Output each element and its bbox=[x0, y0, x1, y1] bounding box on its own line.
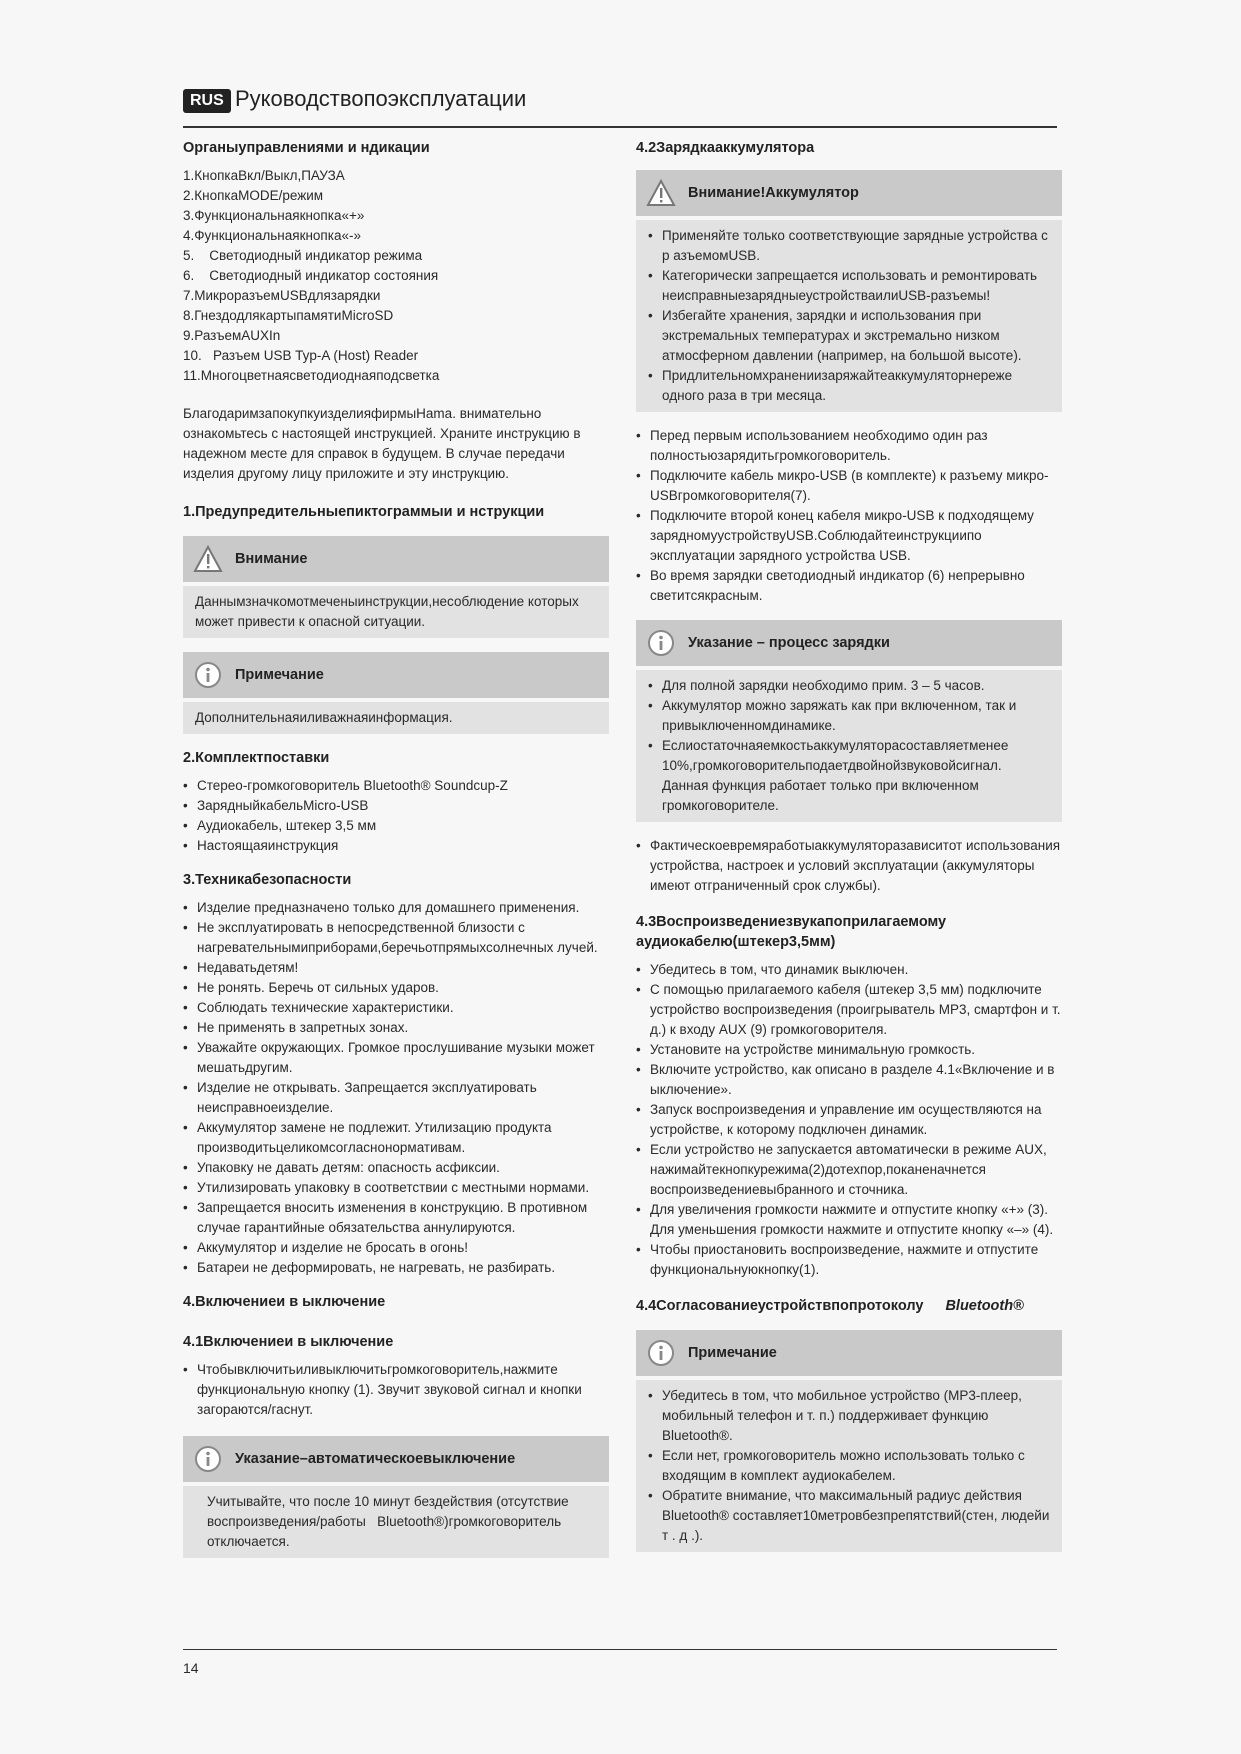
list-item: • Если устройство не запускается автоматически в режиме AUX, нажимайтекнопкурежима(2)дотехпор,поканеначнется воспроизведениевыбранного и сточника. bbox=[636, 1140, 1062, 1200]
intro-paragraph: БлагодаримзапокупкуизделияфирмыHama. внимательно ознакомьтесь с настоящей инструкцией. Храните инструкцию в надежном месте для справок в будущем. В случае передачи изделия другому лицу приложите и эту инструкцию. bbox=[183, 406, 581, 481]
power-list bbox=[183, 1360, 609, 1420]
warning-box-body bbox=[183, 586, 609, 638]
info-icon bbox=[193, 660, 223, 690]
list-item: • Во время зарядки светодиодный индикатор (6) непрерывно светитсякрасным. bbox=[636, 566, 1062, 606]
note-2-body bbox=[636, 1380, 1062, 1552]
battery-warning-body bbox=[636, 220, 1062, 412]
note-2-header bbox=[636, 1330, 1062, 1376]
list-item: 10. Разъем USB Typ-A (Host) Reader bbox=[183, 348, 419, 363]
auto-off-box-body bbox=[183, 1486, 609, 1558]
list-item: • Установите на устройстве минимальную громкость. bbox=[636, 1040, 1062, 1060]
list-item: • Аккумулятор можно заряжать как при включенном, так и привыключенномдинамике. bbox=[648, 696, 1050, 736]
list-item: • Придлительномхранениизаряжайтеаккумуляторнереже одного раза в три месяца. bbox=[648, 366, 1050, 406]
warning-triangle-icon bbox=[646, 178, 676, 208]
list-item: • Если нет, громкоговоритель можно использовать только с входящим в комплект аудиокабелем. bbox=[648, 1446, 1050, 1486]
list-item: • Аккумулятор и изделие не бросать в огонь! bbox=[183, 1238, 609, 1258]
section-4-4-heading bbox=[636, 1296, 1062, 1316]
list-item: • Изделие не открывать. Запрещается эксплуатировать неисправноеизделие. bbox=[183, 1078, 609, 1118]
list-item: 4.Функциональнаякнопка«-» bbox=[183, 228, 361, 243]
battery-warning-title: Внимание!Аккумулятор bbox=[688, 185, 859, 201]
safety-list bbox=[183, 898, 609, 1278]
list-item: • Включите устройство, как описано в разделе 4.1«Включение и в ыключение». bbox=[636, 1060, 1062, 1100]
footer-divider bbox=[183, 1649, 1057, 1650]
runtime-list bbox=[636, 836, 1062, 896]
warning-text: Даннымзначкомотмеченыинструкции,несоблюдение которых может привести к опасной ситуации. bbox=[195, 594, 579, 629]
list-item: • Стерео-громкоговоритель Bluetooth® Soundcup-Z bbox=[183, 776, 609, 796]
charging-process-title: Указание – процесс зарядки bbox=[688, 635, 890, 651]
list-item: • Категорически запрещается использовать и ремонтировать неисправныезарядныеустройстваилиUSB-разъемы! bbox=[648, 266, 1050, 306]
list-item: 6. Светодиодный индикатор состояния bbox=[183, 268, 439, 283]
section-4-heading: 4.Включениеи в ыключение bbox=[183, 1294, 386, 1310]
section-4-4-title: 4.4Согласованиеустройствпопротоколу bbox=[636, 1298, 924, 1314]
list-item: • Упаковку не давать детям: опасность асфиксии. bbox=[183, 1158, 609, 1178]
list-item: • Уважайте окружающих. Громкое прослушивание музыки может мешатьдругим. bbox=[183, 1038, 609, 1078]
left-column bbox=[183, 138, 609, 1558]
list-item: • С помощью прилагаемого кабеля (штекер 3,5 мм) подключите устройство воспроизведения (проигрыватель MP3, смартфон и т. д.) к входу AUX (9) громкоговорителя. bbox=[636, 980, 1062, 1040]
list-item: • ЗарядныйкабельMicro-USB bbox=[183, 796, 609, 816]
list-item: • Обратите внимание, что максимальный радиус действия Bluetooth® составляет10метровбезпрепятствий(стен, людейи т . д .). bbox=[648, 1486, 1050, 1546]
info-icon bbox=[646, 628, 676, 658]
section-2-heading: 2.Комплектпоставки bbox=[183, 750, 330, 766]
info-icon bbox=[193, 1444, 223, 1474]
charging-process-header bbox=[636, 620, 1062, 666]
list-item: • Перед первым использованием необходимо один раз полностьюзарядитьгромкоговоритель. bbox=[636, 426, 1062, 466]
list-item: 5. Светодиодный индикатор режима bbox=[183, 248, 423, 263]
section-1-heading: 1.Предупредительныепиктограммыи и нструкции bbox=[183, 504, 545, 520]
page-header bbox=[183, 86, 1057, 128]
controls-heading: Органыуправлениями и ндикации bbox=[183, 140, 430, 156]
list-item: 11.Многоцветнаясветодиоднаяподсветка bbox=[183, 368, 440, 383]
page-number: 14 bbox=[183, 1660, 199, 1676]
bluetooth-mark: Bluetooth® bbox=[945, 1298, 1024, 1314]
list-item: 8.ГнездодлякартыпамятиMicroSD bbox=[183, 308, 394, 323]
right-column bbox=[636, 138, 1062, 1552]
section-3-heading: 3.Техникабезопасности bbox=[183, 872, 352, 888]
controls-list bbox=[183, 166, 609, 386]
list-item: 3.Функциональнаякнопка«+» bbox=[183, 208, 365, 223]
list-item: • Для увеличения громкости нажмите и отпустите кнопку «+» (3). Для уменьшения громкости нажмите и отпустите кнопку «–» (4). bbox=[636, 1200, 1062, 1240]
section-4-2-heading: 4.2Зарядкааккумулятора bbox=[636, 140, 815, 156]
list-item: • Утилизировать упаковку в соответствии с местными нормами. bbox=[183, 1178, 609, 1198]
list-item: 9.РазъемAUXIn bbox=[183, 328, 281, 343]
list-item: • Еслиостаточнаяемкостьаккумуляторасоставляетменее 10%,громкоговорительподаетдвойнойзвуковойсигнал. Данная функция работает только при включенном громкоговорителе. bbox=[648, 736, 1050, 816]
note-box-body bbox=[183, 702, 609, 734]
list-item: 7.МикроразъемUSBдлязарядки bbox=[183, 288, 381, 303]
auto-off-title: Указание–автоматическоевыключение bbox=[235, 1451, 516, 1467]
package-list bbox=[183, 776, 609, 856]
list-item: • Применяйте только соответствующие зарядные устройства с р азъемомUSB. bbox=[648, 226, 1050, 266]
list-item: • Недаватьдетям! bbox=[183, 958, 609, 978]
list-item: 1.КнопкаВкл/Выкл,ПАУЗА bbox=[183, 168, 345, 183]
list-item: • Запуск воспроизведения и управление им осуществляются на устройстве, к которому подключен динамик. bbox=[636, 1100, 1062, 1140]
battery-warning-header bbox=[636, 170, 1062, 216]
list-item: • Подключите второй конец кабеля микро-USB к подходящему зарядномуустройствуUSB.Соблюдайтеинструкциипо эксплуатации зарядного устройства USB. bbox=[636, 506, 1062, 566]
list-item: 2.КнопкаMODE/режим bbox=[183, 188, 324, 203]
list-item: • Избегайте хранения, зарядки и использования при экстремальных температурах и экстремально низком атмосферном давлении (например, на большой высоте). bbox=[648, 306, 1050, 366]
note-text: Дополнительнаяиливажнаяинформация. bbox=[195, 710, 453, 725]
pairing-note-list bbox=[648, 1386, 1050, 1546]
list-item: • Чтобывключитьиливыключитьгромкоговоритель,нажмите функциональную кнопку (1). Звучит звуковой сигнал и кнопки загораются/гаснут. bbox=[183, 1360, 609, 1420]
list-item: • Убедитесь в том, что мобильное устройство (MP3-плеер, мобильный телефон и т. п.) поддерживает функцию Bluetooth®. bbox=[648, 1386, 1050, 1446]
list-item: • Настоящаяинструкция bbox=[183, 836, 609, 856]
page-title: Руководствопоэксплуатации bbox=[235, 86, 527, 111]
list-item: • Аудиокабель, штекер 3,5 мм bbox=[183, 816, 609, 836]
auto-off-text: Учитывайте, что после 10 минут бездействия (отсутствие воспроизведения/работы Bluetooth®)громкоговоритель отключается. bbox=[207, 1494, 573, 1549]
info-icon bbox=[646, 1338, 676, 1368]
warning-box-header bbox=[183, 536, 609, 582]
list-item: • Не ронять. Беречь от сильных ударов. bbox=[183, 978, 609, 998]
list-item: • Батареи не деформировать, не нагревать, не разбирать. bbox=[183, 1258, 609, 1278]
list-item: • Подключите кабель микро-USB (в комплекте) к разъему микро-USBгромкоговорителя(7). bbox=[636, 466, 1062, 506]
aux-list bbox=[636, 960, 1062, 1280]
list-item: • Фактическоевремяработыаккумуляторазависитот использования устройства, настроек и условий эксплуатации (аккумуляторы имеют отграниченный срок службы). bbox=[636, 836, 1062, 896]
list-item: • Убедитесь в том, что динамик выключен. bbox=[636, 960, 1062, 980]
battery-list bbox=[648, 226, 1050, 406]
charge-list bbox=[636, 426, 1062, 606]
list-item: • Чтобы приостановить воспроизведение, нажмите и отпустите функциональнуюкнопку(1). bbox=[636, 1240, 1062, 1280]
note-box-header bbox=[183, 652, 609, 698]
warning-title: Внимание bbox=[235, 551, 308, 567]
list-item: • Запрещается вносить изменения в конструкцию. В противном случае гарантийные обязательства аннулируются. bbox=[183, 1198, 609, 1238]
warning-triangle-icon bbox=[193, 544, 223, 574]
process-list bbox=[648, 676, 1050, 816]
note-2-title: Примечание bbox=[688, 1345, 777, 1361]
section-4-1-heading: 4.1Включениеи в ыключение bbox=[183, 1334, 394, 1350]
list-item: • Аккумулятор замене не подлежит. Утилизацию продукта производитьцеликомсогласнонормативам. bbox=[183, 1118, 609, 1158]
list-item: • Соблюдать технические характеристики. bbox=[183, 998, 609, 1018]
list-item: • Не эксплуатировать в непосредственной близости с нагревательнымиприборами,беречьотпрямыхсолнечных лучей. bbox=[183, 918, 609, 958]
list-item: • Для полной зарядки необходимо прим. 3 – 5 часов. bbox=[648, 676, 1050, 696]
note-title: Примечание bbox=[235, 667, 324, 683]
charging-process-body bbox=[636, 670, 1062, 822]
auto-off-box-header bbox=[183, 1436, 609, 1482]
language-badge: RUS bbox=[183, 89, 231, 113]
list-item: • Не применять в запретных зонах. bbox=[183, 1018, 609, 1038]
section-4-3-heading: 4.3Воспроизведениезвукапоприлагаемому аудиокабелю(штекер3,5мм) bbox=[636, 914, 947, 950]
list-item: • Изделие предназначено только для домашнего применения. bbox=[183, 898, 609, 918]
